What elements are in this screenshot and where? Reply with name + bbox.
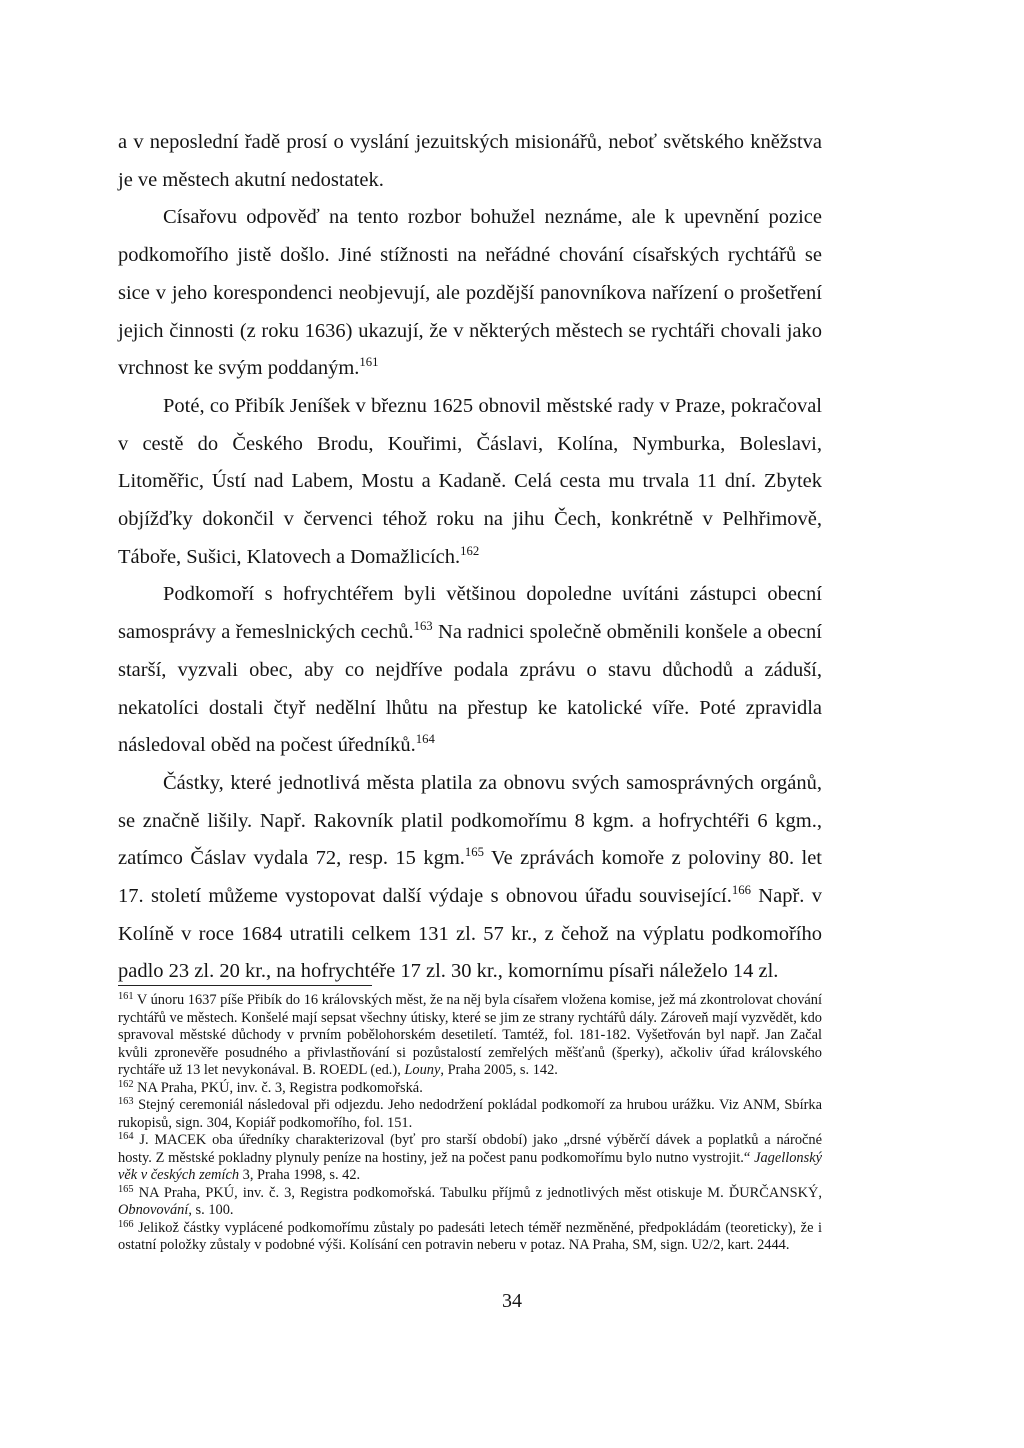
page-number: 34 — [502, 1290, 522, 1312]
footnote-divider — [118, 985, 372, 986]
footnote-164: $^{164}$ J. MACEK oba úředníky charakterizoval (byť pro starší období) jako „drsné výběrčí dávek a poplatků a náročné hosty. Z městské pokladny plynuly peníze na hostiny, jež na počest panu podkomořímu bylo nutno vystrojit.“ Jagellonský věk v českých zemích 3, Praha 1998, s. 42. — [118, 1130, 822, 1183]
footnote-number: 163 — [118, 1095, 134, 1107]
paragraph-5: Částky, které jednotlivá města platila za obnovu svých samosprávných orgánů, se značně lišily. Např. Rakovník platil podkomořímu 8 kgm. a hofrychtéři 6 kgm., zatímco Čáslav vydala 72, resp. 15 kgm.$^{165}$ Ve zprávách komoře z poloviny 80. let 17. století můžeme vystopovat další výdaje s obnovou úřadu související.$^{166}$ Např. v Kolíně v roce 1684 utratili celkem 131 zl. 57 kr., z čehož na výplatu podkomořího padlo 23 zl. 20 kr., na hofrychtéře 17 zl. 30 kr., komornímu písaři náleželo 14 zl. — [118, 771, 822, 983]
footnote-ref-166[interactable]: 166 — [731, 883, 751, 898]
main-text — [118, 124, 822, 991]
paragraph-2: Císařovu odpověď na tento rozbor bohužel neznáme, ale k upevnění pozice podkomořího jistě došlo. Jiné stížnosti na neřádné chování císařských rychtářů se sice v jeho korespondenci neobjevují, ale pozdější panovníkova nařízení o prošetření jejich činnosti (z roku 1636) ukazují, že v některých městech se rychtáři chovali jako vrchnost ke svým poddaným.$^{161}$ — [118, 206, 822, 380]
footnote-ref-165[interactable]: 165 — [464, 845, 484, 860]
footnote-number: 162 — [118, 1078, 134, 1090]
paragraph-4: Podkomoří s hofrychtéřem byli většinou dopoledne uvítáni zástupci obecní samosprávy a řemeslnických cechů.$^{163}$ Na radnici společně obměnili konšele a obecní starší, vyzvali obec, aby co nejdříve podala zprávu o stavu důchodů a záduší, nekatolíci dostali čtyř nedělní lhůtu na přestup ke katolické víře. Poté zpravidla následoval oběd na počest úředníků.$^{164}$ — [118, 583, 822, 757]
footnote-166: $^{166}$ Jelikož částky vyplácené podkomořímu zůstaly po padesáti letech téměř nezměněné, předpokládám (teoreticky), že i ostatní položky zůstaly v podobné výši. Kolísání cen potravin neberu v potaz. NA Praha, SM, sign. U2/2, kart. 2444. — [118, 1218, 822, 1253]
footnote-number: 165 — [118, 1183, 134, 1195]
footnote-161: $^{161}$ V únoru 1637 píše Přibík do 16 královských měst, že na něj byla císařem vložena komise, jež má zkontrolovat chování rychtářů ve městech. Konšelé mají sepsat všechny útisky, které se jim ze strany rychtářů dály. Zároveň mají vyzvědět, kdo spravoval městské důchody v prvním pobělohorském desetiletí. Tamtéž, fol. 181-182. Vyšetřován byl např. Jan Začal kvůli zpronevěře posudného a přivlastňování si pozůstalostí zemřelých měšťanů (šperky), ačkoliv úřad královského rychtáře už 13 let nevykonával. B. ROEDL (ed.), Louny, Praha 2005, s. 142. — [118, 990, 822, 1078]
footnote-163: $^{163}$ Stejný ceremoniál následoval při odjezdu. Jeho nedodržení pokládal podkomoří za hrubou urážku. Viz ANM, Sbírka rukopisů, sign. 304, Kopiář podkomořího, fol. 151. — [118, 1095, 822, 1131]
footnote-ref-161[interactable]: 161 — [359, 355, 379, 370]
footnote-165: $^{165}$ NA Praha, PKÚ, inv. č. 3, Registra podkomořská. Tabulku příjmů z jednotlivých měst otiskuje M. ĎURČANSKÝ, Obnovování, s. 100. — [118, 1183, 822, 1218]
footnote-number: 161 — [118, 990, 134, 1002]
footnote-number: 166 — [118, 1218, 134, 1230]
paragraph-1: a v neposlední řadě prosí o vyslání jezuitských misionářů, neboť světského kněžstva je ve městech akutní nedostatek. — [118, 131, 822, 191]
footnote-number: 164 — [118, 1130, 134, 1142]
footnote-ref-163[interactable]: 163 — [413, 619, 433, 634]
footnote-ref-164[interactable]: 164 — [415, 732, 435, 747]
footnote-ref-162[interactable]: 162 — [460, 543, 480, 558]
paragraph-3: Poté, co Přibík Jeníšek v březnu 1625 obnovil městské rady v Praze, pokračoval v cestě do Českého Brodu, Kouřimi, Čáslavi, Kolína, Nymburka, Boleslavi, Litoměřic, Ústí nad Labem, Mostu a Kadaně. Celá cesta mu trvala 11 dní. Zbytek objížďky dokončil v červenci téhož roku na jihu Čech, konkrétně v Pelhřimově, Táboře, Sušici, Klatovech a Domažlicích.$^{162}$ — [118, 394, 822, 568]
footnotes — [118, 992, 822, 1255]
footnote-162: $^{162}$ NA Praha, PKÚ, inv. č. 3, Registra podkomořská. — [118, 1078, 423, 1096]
